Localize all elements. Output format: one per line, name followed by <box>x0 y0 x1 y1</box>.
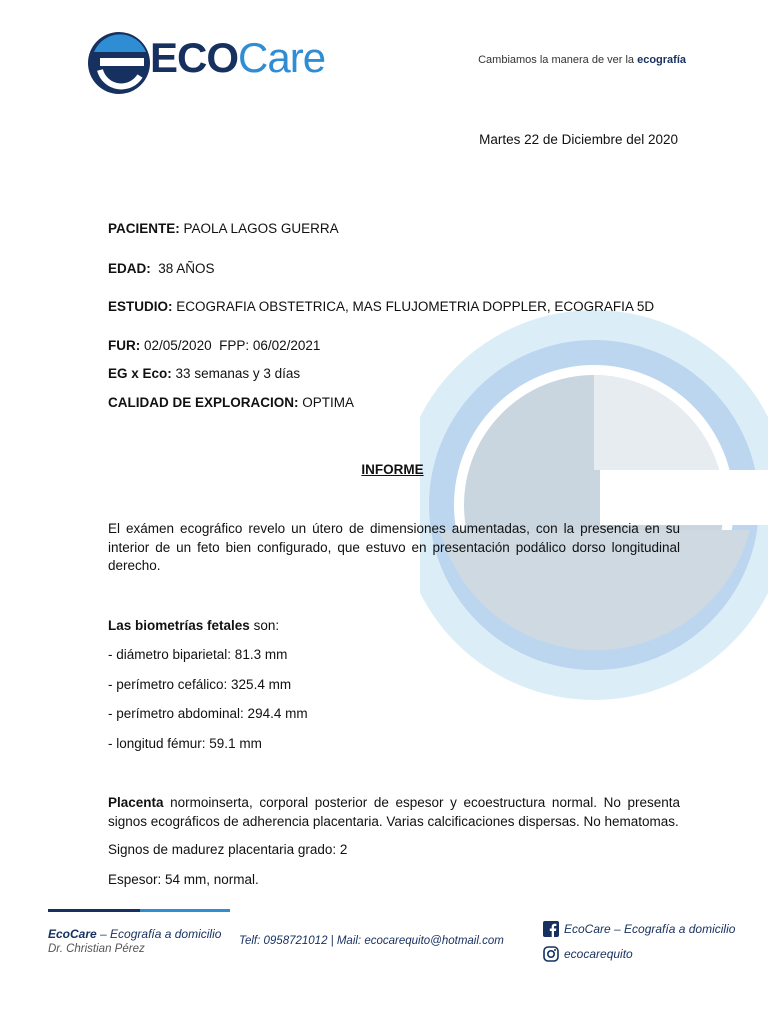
placental-thickness: Espesor: 54 mm, normal. <box>108 872 259 887</box>
biometrics-title: Las biometrías fetales son: <box>108 618 280 633</box>
ecocare-logo <box>88 30 328 96</box>
patient-name-line: PACIENTE: PAOLA LAGOS GUERRA <box>108 221 339 236</box>
footer-facebook: EcoCare – Ecografía a domicilio <box>543 921 735 937</box>
exploration-quality-line: CALIDAD DE EXPLORACION: OPTIMA <box>108 395 355 410</box>
footer-brand: EcoCare – Ecografía a domicilio <box>48 927 222 941</box>
gestational-age-line: EG x Eco: 33 semanas y 3 días <box>108 366 301 381</box>
footer-doctor: Dr. Christian Pérez <box>48 943 145 955</box>
patient-age-line: EDAD: 38 AÑOS <box>108 261 215 276</box>
footer-contact: Telf: 0958721012 | Mail: ecocarequito@hotmail.com <box>239 935 504 947</box>
placenta-paragraph: Placenta normoinserta, corporal posterior de espesor y ecoestructura normal. No presenta signos ecográficos de adherencia placentaria. Varias calcificaciones dispersas. No hematomas. <box>108 795 680 829</box>
fur-fpp-line: FUR: 02/05/2020 FPP: 06/02/2021 <box>108 338 321 353</box>
instagram-icon <box>543 946 559 962</box>
ecocare-logo-icon <box>88 30 150 96</box>
biometry-item: - perímetro abdominal: 294.4 mm <box>108 706 308 721</box>
study-line: ESTUDIO: ECOGRAFIA OBSTETRICA, MAS FLUJOMETRIA DOPPLER, ECOGRAFIA 5D <box>108 299 655 314</box>
logo-wordmark: ECOCare <box>150 34 326 81</box>
placental-maturity: Signos de madurez placentaria grado: 2 <box>108 842 348 857</box>
report-heading: INFORME <box>361 462 424 477</box>
footer-instagram: ecocarequito <box>543 946 633 962</box>
header-tagline: Cambiamos la manera de ver la ecografía <box>478 54 686 66</box>
biometry-item: - perímetro cefálico: 325.4 mm <box>108 677 292 692</box>
facebook-icon <box>543 921 559 937</box>
footer-divider <box>48 909 140 912</box>
report-date: Martes 22 de Diciembre del 2020 <box>479 132 678 147</box>
watermark-logo <box>420 300 768 710</box>
footer-divider-accent <box>140 909 230 912</box>
biometry-item: - diámetro biparietal: 81.3 mm <box>108 647 288 662</box>
biometry-item: - longitud fémur: 59.1 mm <box>108 736 262 751</box>
report-intro: El exámen ecográfico revelo un útero de dimensiones aumentadas, con la presencia en su interior de un feto bien configurado, que estuvo en presentación podálico dorso longitudinal derecho. <box>108 521 680 573</box>
